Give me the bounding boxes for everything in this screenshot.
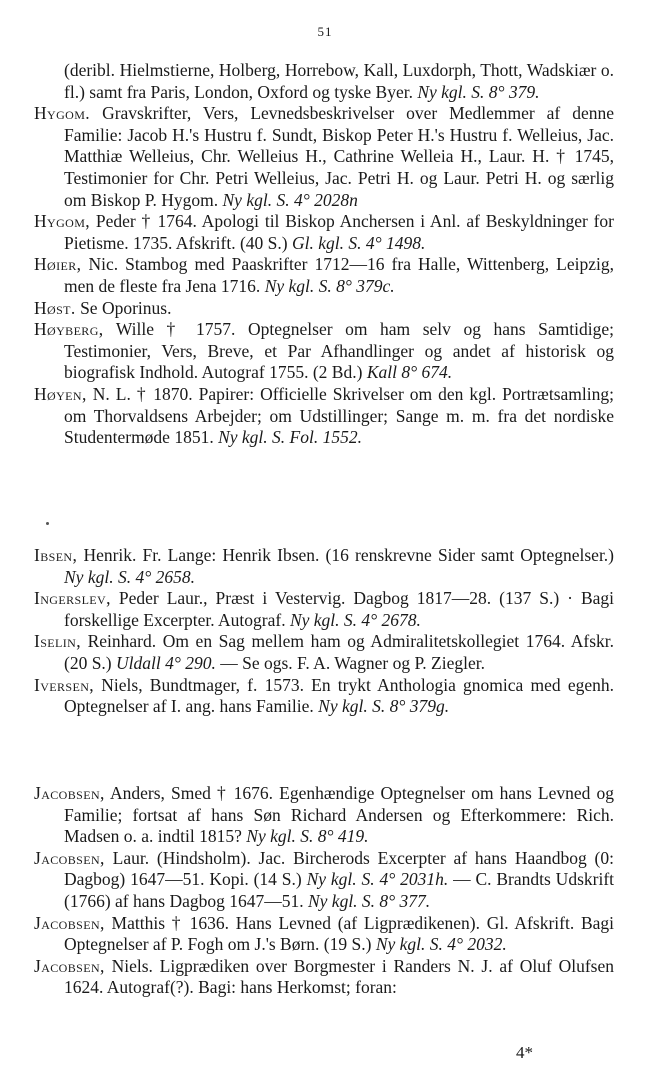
- entry-hygom-family: [34, 103, 614, 211]
- entry-ingerslev: [34, 588, 614, 631]
- headword: Hygom.: [34, 103, 91, 124]
- entry-host: [34, 298, 614, 320]
- shelfmark: Ny kgl. S. 4° 2658.: [64, 566, 195, 587]
- headword: Ingerslev,: [34, 588, 111, 609]
- entry-text: Se Oporinus.: [80, 297, 172, 318]
- entry-text-after: — Se ogs. F. A. Wagner og P. Ziegler.: [220, 652, 485, 673]
- headword: Hygom,: [34, 211, 91, 232]
- shelfmark: Ny kgl. S. 4° 2028n: [222, 189, 358, 210]
- entry-text: Henrik. Fr. Lange: Henrik Ibsen. (16 renskrevne Sider samt Optegnelser.): [83, 545, 615, 565]
- headword: Jacobsen,: [34, 955, 105, 976]
- section-j: [34, 783, 614, 999]
- entry-jacobsen-laur: [34, 848, 614, 913]
- shelfmark: Ny kgl. S. 4° 2678.: [289, 609, 421, 630]
- entry-ibsen: [34, 545, 614, 588]
- headword: Høyberg,: [34, 319, 104, 340]
- page-number: 51: [317, 24, 333, 39]
- entry-iversen: [34, 675, 614, 718]
- signature-mark: 4*: [516, 1043, 533, 1062]
- entry-jacobsen-anders: [34, 783, 614, 848]
- headword: Iselin,: [34, 631, 81, 652]
- shelfmark: Ny kgl. S. 8° 379g.: [318, 696, 450, 717]
- shelfmark: Ny kgl. S. 4° 2032.: [375, 934, 507, 955]
- shelfmark: Ny kgl. S. 8° 379c.: [264, 275, 395, 296]
- entry-text: Wille † 1757. Optegnelser om ham selv og hans Samtidige; Testimonier, Vers, Breve, et Par Afhandlinger og andet af historisk og biografisk Indhold. Autograf 1755. (2 Bd.): [64, 319, 614, 383]
- section-i: [34, 545, 614, 718]
- entry-text: Gravskrifter, Vers, Levnedsbeskrivelser over Medlemmer af denne Familie: Jacob H.'s Hustru f. Sundt, Biskop Peter H.'s Hustru f. Welleius, Jac. Matthiæ Welleius, Chr. Welleius H., Cathrine Welleia H., Laur. H. † 1745, Testimonier for Chr. Petri Welleius, Jac. Petri H. og Laur. Petri H. og særlig om Biskop P. Hygom.: [64, 103, 614, 210]
- shelfmark: Ny kgl. S. 8° 379.: [417, 81, 540, 102]
- entry-text: Laur. (Hindsholm). Jac. Bircherods Excerpter af hans Haandbog (0: Dagbog) 1647—51. Kopi. (14 S.): [64, 847, 615, 890]
- headword: Høyen,: [34, 383, 87, 404]
- entry-text-after: — C. Brandts Udskrift (1766) af hans Dagbog 1647—51.: [64, 869, 615, 911]
- section-h: [34, 60, 614, 449]
- entry-hoyberg: [34, 319, 614, 384]
- entry-iselin: [34, 631, 614, 674]
- headword: Høst.: [34, 297, 76, 318]
- shelfmark: Uldall 4° 290.: [116, 652, 216, 673]
- entry-text: Reinhard. Om en Sag mellem ham og Admiralitetskollegiet 1764. Afskr. (20 S.): [64, 631, 614, 673]
- entry-text: Matthis † 1636. Hans Levned (af Ligprædikenen). Gl. Afskrift. Bagi Optegnelser af P. Fogh om J.'s Børn. (19 S.): [64, 912, 614, 955]
- headword: Jacobsen,: [34, 912, 105, 933]
- shelfmark: Gl. kgl. S. 4° 1498.: [291, 232, 426, 253]
- shelfmark: Ny kgl. S. 8° 419.: [246, 826, 369, 847]
- entry-text: Anders, Smed † 1676. Egenhændige Optegnelser om hans Levned og Familie; fortsat af hans Søn Richard Andersen og Efterkommere: Rich. Madsen o. a. indtil 1815?: [64, 783, 614, 847]
- entry-hygom-peder: [34, 211, 614, 254]
- entry-jacobsen-matthis: [34, 913, 614, 956]
- headword: Jacobsen,: [34, 847, 105, 868]
- shelfmark: Ny kgl. S. Fol. 1552.: [218, 427, 362, 448]
- entry-text: N. L. † 1870. Papirer: Officielle Skrivelser om den kgl. Portrætsamling; om Thorvaldsens Arbejder; om Udstillinger; Sange m. m. fra det nordiske Studentermøde 1851.: [64, 383, 614, 448]
- entry-text: Peder Laur., Præst i Vestervig. Dagbog 1817—28. (137 S.) · Bagi forskellige Excerpter. Autograf.: [64, 588, 615, 630]
- shelfmark: Kall 8° 674.: [366, 362, 453, 383]
- entry-hoier: [34, 254, 614, 297]
- entry-jacobsen-niels: [34, 956, 614, 999]
- headword: Iversen,: [34, 674, 95, 695]
- headword: Høier,: [34, 254, 82, 275]
- entry-text: Peder † 1764. Apologi til Biskop Anchersen i Anl. af Beskyldninger for Pietisme. 1735. Afskrift. (40 S.): [64, 211, 614, 253]
- shelfmark: Ny kgl. S. 4° 2031h.: [306, 869, 449, 890]
- headword: Jacobsen,: [34, 783, 105, 803]
- entry-text: Niels. Ligprædiken over Borgmester i Randers N. J. af Oluf Olufsen 1624. Autograf(?). Bagi: hans Herkomst; foran:: [64, 955, 615, 998]
- stray-dot: [46, 522, 49, 525]
- entry-hoyen: [34, 384, 614, 449]
- entry-text: Niels, Bundtmager, f. 1573. En trykt Anthologia gnomica med egenh. Optegnelser af I. ang. hans Familie.: [64, 674, 614, 717]
- headword: Ibsen,: [34, 545, 78, 565]
- continuation-entry: [34, 60, 614, 103]
- entry-text: (deribl. Hielmstierne, Holberg, Horrebow, Kall, Luxdorph, Thott, Wadskiær o. fl.) samt fra Paris, London, Oxford og tyske Byer.: [64, 60, 614, 102]
- entry-text: Nic. Stambog med Paaskrifter 1712—16 fra Halle, Wittenberg, Leipzig, men de fleste fra Jena 1716.: [64, 254, 615, 296]
- shelfmark: Ny kgl. S. 8° 377.: [307, 890, 431, 911]
